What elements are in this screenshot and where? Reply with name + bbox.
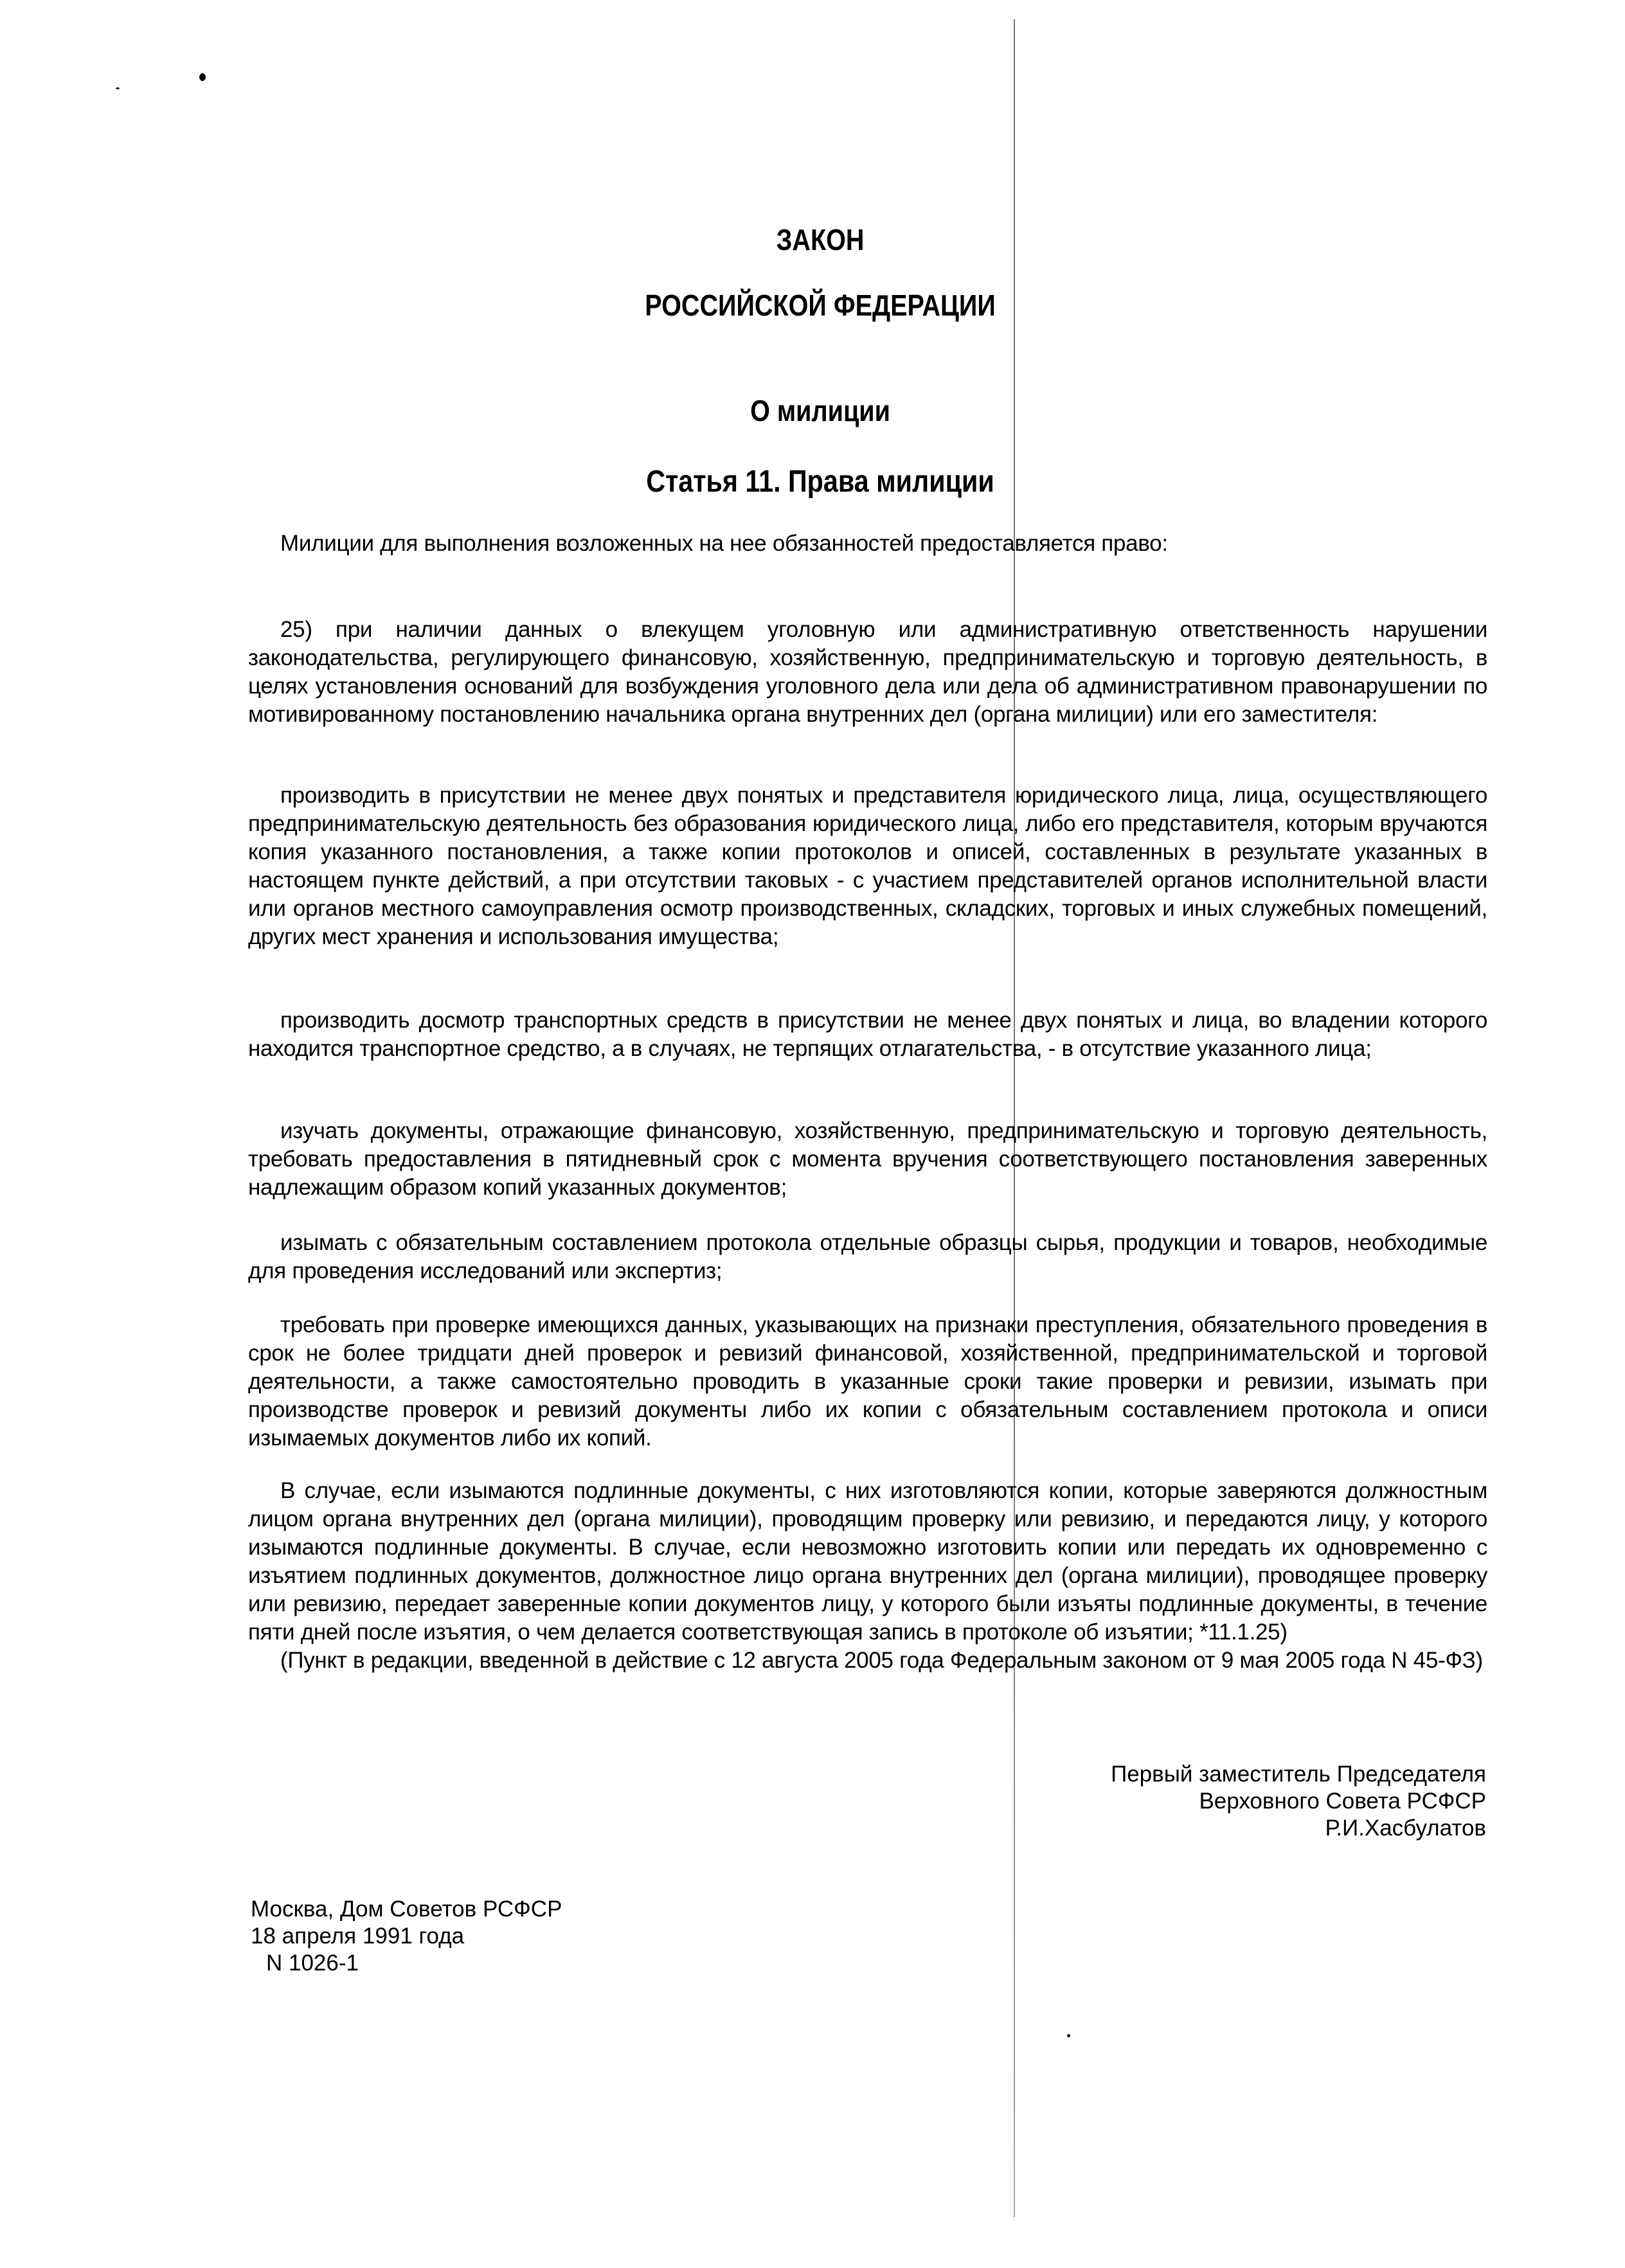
intro-text: Милиции для выполнения возложенных на нее обязанностей предоставляется право:: [280, 531, 1168, 556]
scan-speck: [116, 87, 120, 89]
paragraph-vehicles: [248, 1006, 1487, 1063]
paragraph: производить в присутствии не менее двух понятых и представителя юридического лица, лица, осуществляющего предпринимательскую деятельность без образования юридического лица, либо его представителя, которым вручаются копия указанного постановления, а также копии протоколов и описей, составленных в результате указанных в настоящем пункте действий, а при отсутствии таковых - с участием представителей органов исполнительной власти или органов местного самоуправления осмотр производственных, складских, торговых и иных служебных помещений, других мест хранения и использования имущества;: [248, 783, 1487, 949]
paragraph-samples: [248, 1229, 1487, 1285]
scan-speck: [199, 73, 206, 81]
law-heading: ЗАКОН: [776, 223, 865, 256]
subject-heading: О милиции: [750, 394, 890, 427]
paragraph-originals: [248, 1477, 1487, 1675]
signature-block: [1111, 1761, 1486, 1842]
paragraph-inspection: [248, 781, 1487, 951]
place: Москва, Дом Советов РСФСР: [251, 1897, 562, 1922]
country-heading: РОССИЙСКОЙ ФЕДЕРАЦИИ: [645, 289, 996, 322]
article-title: Статья 11. Права милиции: [646, 465, 994, 499]
signature-name: Р.И.Хасбулатов: [1325, 1816, 1486, 1841]
paragraph: изымать с обязательным составлением протокола отдельные образцы сырья, продукции и товаров, необходимые для проведения исследований или экспертиз;: [248, 1230, 1487, 1283]
signature-body: Верховного Совета РСФСР: [1199, 1789, 1486, 1814]
paragraph: 25) при наличии данных о влекущем уголовную или административную ответственность нарушении законодательства, регулирующего финансовую, хозяйственную, предпринимательскую и торговую деятельность, в целях установления оснований для возбуждения уголовного дела или дела об административном правонарушении по мотивированному постановлению начальника органа внутренних дел (органа милиции) или его заместителя:: [248, 617, 1487, 727]
scan-speck: [1067, 2034, 1070, 2037]
paragraph-25: [248, 616, 1487, 729]
signature-title: Первый заместитель Председателя: [1111, 1762, 1486, 1787]
paragraph-documents: [248, 1117, 1487, 1202]
date: 18 апреля 1991 года: [251, 1924, 465, 1949]
paragraph: требовать при проверке имеющихся данных, указывающих на признаки преступления, обязательного проведения в срок не более тридцати дней проверок и ревизий финансовой, хозяйственной, предпринимательской и торговой деятельности, а также самостоятельно проводить в указанные сроки такие проверки и ревизии, изымать при производстве проверок и ревизий документы либо их копии с обязательным составлением протокола и описи изымаемых документов либо их копий.: [248, 1312, 1487, 1451]
amendment-note: (Пункт в редакции, введенной в действие с 12 августа 2005 года Федеральным законом от 9 мая 2005 года N 45-ФЗ): [280, 1648, 1483, 1673]
place-date-block: [251, 1896, 562, 1977]
document-number: N 1026-1: [266, 1951, 359, 1976]
paragraph: производить досмотр транспортных средств в присутствии не менее двух понятых и лица, во владении которого находится транспортное средство, а в случаях, не терпящих отлагательства, - в отсутствие указанного лица;: [248, 1008, 1487, 1061]
paragraph: изучать документы, отражающие финансовую, хозяйственную, предпринимательскую и торговую деятельность, требовать предоставления в пятидневный срок с момента вручения соответствующего постановления заверенных надлежащим образом копий указанных документов;: [248, 1118, 1487, 1200]
paragraph-audits: [248, 1311, 1487, 1452]
paragraph: В случае, если изымаются подлинные документы, с них изготовляются копии, которые заверяются должностным лицом органа внутренних дел (органа милиции), проводящим проверку или ревизию, и передаются лицу, у которого изымаются подлинные документы. В случае, если невозможно изготовить копии или передать их одновременно с изъятием подлинных документов, должностное лицо органа внутренних дел (органа милиции), проводящее проверку или ревизию, передает заверенные копии документов лицу, у которого были изъяты подлинные документы, в течение пяти дней после изъятия, о чем делается соответствующая запись в протоколе об изъятии; *11.1.25): [248, 1478, 1487, 1645]
